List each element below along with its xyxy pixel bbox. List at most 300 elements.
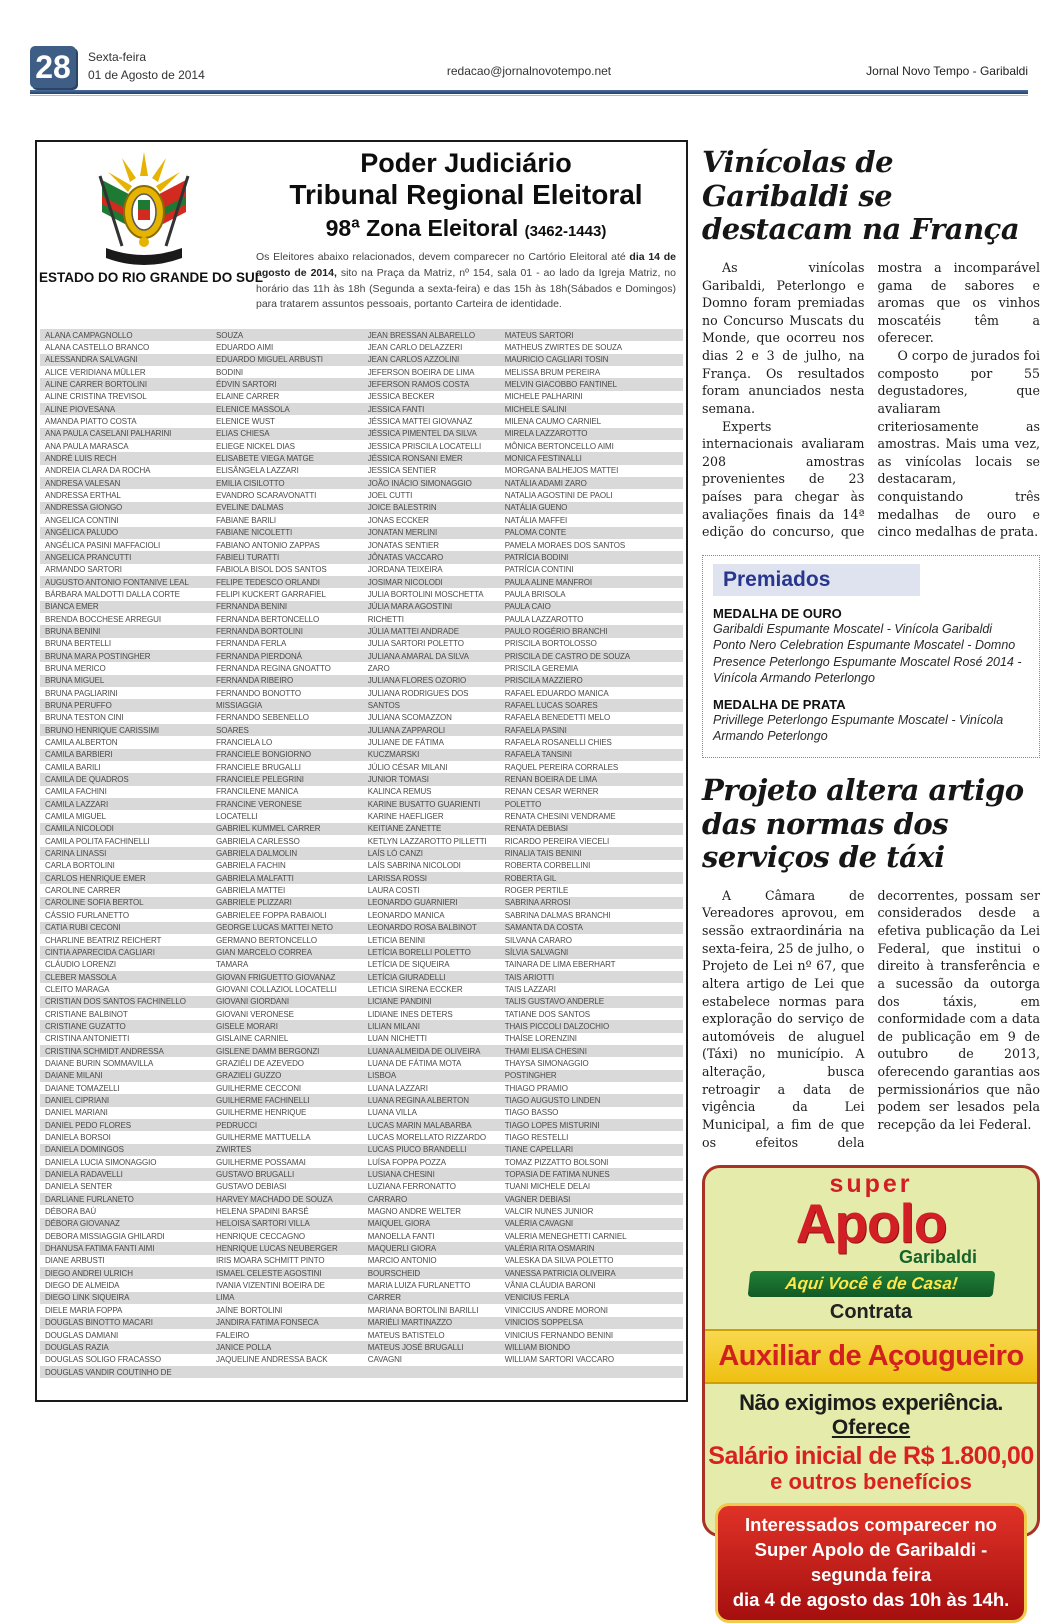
voter-name: RAQUEL PEREIRA CORRALES: [504, 762, 619, 772]
voter-name: EDUARDO MIGUEL ARBUSTI: [216, 355, 323, 365]
voter-name: CARLOS HENRIQUE EMER: [45, 873, 146, 883]
voter-name: DANIEL MARIANI: [45, 1108, 108, 1118]
voter-name: BIANCA EMER: [45, 602, 99, 612]
voter-name: LILIAN MILANI: [367, 1021, 420, 1031]
voter-name: DOUGLAS DAMIANI: [45, 1330, 119, 1340]
silver-medal-title: MEDALHA DE PRATA: [713, 696, 846, 712]
voter-name: BOURSCHEID: [367, 1268, 421, 1278]
voter-row: [40, 1279, 683, 1291]
voter-name: FRANCIELE BONGIORNO: [216, 750, 312, 760]
voter-row: [40, 786, 683, 798]
voter-row: [40, 860, 683, 872]
voter-name: AUGUSTO ANTONIO FONTANIVE LEAL: [45, 577, 189, 587]
voter-name: LEONARDO GUARNIERI: [367, 898, 458, 908]
voter-row: [40, 1144, 683, 1156]
voter-name: KUCZMARSKI: [367, 750, 420, 760]
line-item: Privillege Peterlongo Espumante Moscatel - Vinícola Armando Peterlongo: [713, 712, 1004, 744]
voter-name: GEORGE LUCAS MATTEI NETO: [216, 923, 333, 933]
voter-name: MAURICIO CAGLIARI TOSIN: [504, 355, 609, 365]
voter-name: LETÍCIA BORELLI POLETTO: [367, 947, 471, 957]
voter-row: [40, 465, 683, 477]
voter-name: CÁSSIO FURLANETTO: [45, 910, 129, 920]
voter-name: CINTIA APARECIDA CAGLIARI: [45, 947, 155, 957]
voter-name: FERNANDA BERTONCELLO: [216, 614, 320, 624]
voter-name: JÚLIA MARA AGOSTINI: [367, 602, 453, 612]
voter-name: POSTINGHER: [504, 1071, 557, 1081]
voter-row: [40, 403, 683, 415]
voter-name: DANIEL PEDO FLORES: [45, 1120, 131, 1130]
voter-name: GISELE MORARI: [216, 1021, 278, 1031]
voter-row: [40, 564, 683, 576]
voter-name: JANICE POLLA: [216, 1342, 272, 1352]
voter-name: RICHETTI: [367, 614, 404, 624]
voter-name: DANIELA SENTER: [45, 1182, 113, 1192]
voter-name: DANIELA LUCIA SIMONAGGIO: [45, 1157, 157, 1167]
voter-row: [40, 996, 683, 1008]
voter-row: [40, 452, 683, 464]
voter-name: RENATA CHESINI VENDRAME: [504, 812, 616, 822]
page-header: [30, 46, 1028, 88]
ad-contrata-label: Contrata: [829, 1301, 913, 1324]
header-rule: [30, 90, 1028, 94]
paragraph: O corpo de jurados foi composto por 55 degustadores, que avaliaram criteriosamente as amostras. Mais uma vez, as vinícolas locais se destacaram, conquistando três medalhas de ouro e cinco medalhas de prata.: [877, 348, 1040, 540]
voter-row: [40, 699, 683, 711]
voter-row: [40, 946, 683, 958]
ad-slogan-ribbon: Aqui Você é de Casa!: [747, 1271, 995, 1297]
voter-name: JEAN CARLOS AZZOLINI: [367, 355, 460, 365]
voter-name: TALIS GUSTAVO ANDERLE: [504, 997, 604, 1007]
voter-name: MÔNICA BERTONCELLO AIMI: [504, 441, 614, 451]
voter-row: [40, 749, 683, 761]
voter-name: FELIPE TEDESCO ORLANDI: [216, 577, 320, 587]
voter-name: ALINE CRISTINA TREVISOL: [45, 392, 147, 402]
voter-name: JÚLIA MATTEI ANDRADE: [367, 626, 459, 636]
voter-name: SABRINA DALMAS BRANCHI: [504, 910, 611, 920]
voter-name: TOPASIA DE FATIMA NUNES: [504, 1170, 610, 1180]
voter-name: GIAN MARCELO CORREA: [216, 947, 312, 957]
voter-name: JULIANA RODRIGUES DOS: [367, 688, 469, 698]
voter-name: ARMANDO SARTORI: [45, 565, 122, 575]
voter-name: JÉSSICA PIMENTEL DA SILVA: [367, 429, 477, 439]
voter-name: LUAN NICHETTI: [367, 1034, 427, 1044]
voter-name: HENRIQUE LUCAS NEUBERGER: [216, 1244, 338, 1254]
voter-row: [40, 489, 683, 501]
voter-name: LETÍCIA DE SIQUEIRA: [367, 960, 450, 970]
voter-name: GABRIELE PLIZZARI: [216, 898, 292, 908]
voter-name: PATRÍCIA CONTINI: [504, 565, 574, 575]
voter-name: JULIANE DE FÁTIMA: [367, 738, 444, 748]
voter-row: [40, 1218, 683, 1230]
header-rule-light: [30, 95, 1028, 96]
voter-name: EDUARDO AIMI: [216, 343, 274, 353]
voter-name: HARVEY MACHADO DE SOUZA: [216, 1194, 333, 1204]
voter-name: LAÍS LÓ CANZI: [367, 849, 423, 859]
voter-name: DAIANE MILANI: [45, 1071, 103, 1081]
voter-name: CRISTINA SCHMIDT ANDRESSA: [45, 1046, 164, 1056]
voter-name: JONATAS SENTIER: [367, 540, 439, 550]
voter-name: ANDRESSA ERTHAL: [45, 491, 121, 501]
voter-name: CATIA RUBI CECONI: [45, 923, 121, 933]
state-label: ESTADO DO RIO GRANDE DO SUL: [39, 270, 264, 285]
voter-name: CAMILA POLITA FACHINELLI: [45, 836, 150, 846]
voter-name: ZWIRTES: [216, 1145, 252, 1155]
right-column: [702, 145, 1040, 1611]
voter-row: [40, 440, 683, 452]
voter-name: ALINE CARRER BORTOLINI: [45, 380, 147, 390]
voter-name: FELIPI KUCKERT GARRAFIEL: [216, 589, 326, 599]
voter-name: ANDREIA CLARA DA ROCHA: [45, 466, 151, 476]
premiados-title: Premiados: [713, 564, 920, 596]
voter-name: GUILHERME MATTUELLA: [216, 1133, 311, 1143]
voter-name: SOUZA: [216, 330, 244, 340]
voter-name: DANIELA DOMINGOS: [45, 1145, 124, 1155]
voter-name: VINICIOS SOPPELSA: [504, 1318, 584, 1328]
voter-name: ALINE PIOVESANA: [45, 404, 116, 414]
voter-name: DIEGO ANDREI ULRICH: [45, 1268, 133, 1278]
voter-row: [40, 1255, 683, 1267]
voter-name: GABRIELEE FOPPA RABAIOLI: [216, 910, 327, 920]
voter-name: LARISSA ROSSI: [367, 873, 427, 883]
voter-name: DIELE MARIA FOPPA: [45, 1305, 123, 1315]
voter-name: FERNANDA PIERDONÁ: [216, 651, 302, 661]
voter-row: [40, 909, 683, 921]
voter-name: KEITIANE ZANETTE: [367, 824, 442, 834]
voter-row: [40, 934, 683, 946]
voter-name: CARINA LINASSI: [45, 849, 107, 859]
voter-name: BRUNA MARA POSTINGHER: [45, 651, 151, 661]
voter-name: TIAGO LOPES MISTURINI: [504, 1120, 600, 1130]
voter-name: ROGER PERTILE: [504, 886, 569, 896]
voter-name: EVANDRO SCARAVONATTI: [216, 491, 317, 501]
coat-of-arms-icon: [92, 150, 196, 270]
voter-name: JESSICA FANTI: [367, 404, 425, 414]
coat-of-arms-column: [37, 142, 264, 328]
voter-row: [40, 1329, 683, 1341]
voter-name: LUANA REGINA ALBERTON: [367, 1095, 469, 1105]
voter-name: JEAN CARLO DELAZZERI: [367, 343, 463, 353]
voter-name: GIOVANI COLLAZIOL LOCATELLI: [216, 984, 337, 994]
voter-name: DOUGLAS RAZIA: [45, 1342, 109, 1352]
voter-name: DIEGO LINK SIQUEIRA: [45, 1293, 130, 1303]
voter-name: CLÁUDIO LORENZI: [45, 960, 116, 970]
voter-row: [40, 687, 683, 699]
voter-name: ELIEGE NICKEL DIAS: [216, 441, 295, 451]
voter-name: JAÍNE BORTOLINI: [216, 1305, 283, 1315]
voter-name: ANGÉLICA PASINI MAFFACIOLI: [45, 540, 161, 550]
voter-name: THAYSA SIMONAGGIO: [504, 1058, 589, 1068]
voter-name: MARIÉLI MARTINAZZO: [367, 1318, 453, 1328]
voter-name: ELENICE WUST: [216, 417, 275, 427]
voter-name: MATEUS SARTORI: [504, 330, 574, 340]
voter-name: JULIANA FLORES OZORIO: [367, 676, 467, 686]
voter-row: [40, 959, 683, 971]
voter-name: GABRIELA DALMOLIN: [216, 849, 298, 859]
voter-name: PRISCILA MAZZIERO: [504, 676, 583, 686]
voter-name: JEFERSON BOEIRA DE LIMA: [367, 367, 475, 377]
voter-name: LEONARDO MANICA: [367, 910, 445, 920]
voter-name: CARRARO: [367, 1194, 408, 1204]
voter-name: PALOMA CONTE: [504, 528, 567, 538]
voter-name: TAIS ARIOTTI: [504, 972, 555, 982]
voter-name: JEFERSON RAMOS COSTA: [367, 380, 470, 390]
notice-header: [37, 142, 686, 328]
voter-name: POLETTO: [504, 799, 542, 809]
voter-name: PRISCILA DE CASTRO DE SOUZA: [504, 651, 631, 661]
voter-name: RAFAELA PASINI: [504, 725, 567, 735]
voter-name: LIDIANE INES DETERS: [367, 1009, 453, 1019]
paragraph: As vinícolas Garibaldi, Peterlongo e Domno foram premiadas no Concurso Muscats du Monde, que ocorreu nos dias 2 e 3 de julho, na França. Os resultados foram anunciados nesta semana.: [702, 259, 865, 416]
voter-name: DIANE ARBUSTI: [45, 1256, 105, 1266]
paper-name: Jornal Novo Tempo - Garibaldi: [866, 64, 1028, 78]
voter-name: ELISÂNGELA LAZZARI: [216, 466, 299, 476]
voter-name: VÂNIA CLÁUDIA BARONI: [504, 1281, 596, 1291]
voter-name: JOSIMAR NICOLODI: [367, 577, 443, 587]
silver-medal-items: [713, 712, 1029, 745]
voter-name: FERNANDA REGINA GNOATTO: [216, 663, 331, 673]
voter-name: LUANA DE FÁTIMA MOTA: [367, 1058, 462, 1068]
voter-name: JÚLIO CÉSAR MILANI: [367, 762, 448, 772]
voter-row: [40, 613, 683, 625]
voter-row: [40, 810, 683, 822]
voter-name: FRANCIELA LO: [216, 738, 273, 748]
voter-name: MARIA LUIZA FURLANETTO: [367, 1281, 471, 1291]
voter-name: VAGNER DEBIASI: [504, 1194, 571, 1204]
voter-name: MAGNO ANDRE WELTER: [367, 1207, 461, 1217]
voter-row: [40, 724, 683, 736]
voter-name: CAMILA NICOLODI: [45, 824, 114, 834]
voter-row: [40, 1082, 683, 1094]
voter-name: THAÍSE LORENZINI: [504, 1034, 577, 1044]
voter-name: CAMILA ALBERTON: [45, 738, 118, 748]
voter-name: FALEIRO: [216, 1330, 250, 1340]
voter-name: VINICCIUS ANDRE MORONI: [504, 1305, 608, 1315]
voter-name: ANDRÉ LUIS RECH: [45, 454, 117, 464]
voter-name: DOUGLAS SOLIGO FRACASSO: [45, 1355, 161, 1365]
voter-name: JULIANA ZAPPAROLI: [367, 725, 446, 735]
voter-row: [40, 1230, 683, 1242]
voter-name: MISSIAGGIA: [216, 700, 263, 710]
voter-name: VALERIA MENEGHETTI CARNIEL: [504, 1231, 627, 1241]
ad-cta-box: [715, 1503, 1027, 1623]
redaction-email: redacao@jornalnovotempo.net: [446, 64, 612, 78]
voter-name: LIMA: [216, 1293, 235, 1303]
voter-name: ROBERTA CORBELLINI: [504, 861, 591, 871]
voter-name: ZARO: [367, 663, 390, 673]
voter-name: LUÍSA FOPPA POZZA: [367, 1157, 446, 1167]
voter-name: LUCAS MORELLATO RIZZARDO: [367, 1133, 486, 1143]
line-item: Interessados comparecer no: [745, 1514, 997, 1536]
line-item: Ponto Nero Celebration Espumante Moscatel - Domno: [713, 638, 1016, 653]
ad-benefits: e outros benefícios: [770, 1469, 972, 1495]
voter-row: [40, 1341, 683, 1353]
zona-label: 98ª Zona Eleitoral: [325, 215, 519, 242]
wine-article-title: Vinícolas de Garibaldi se destacam na França: [702, 145, 1020, 247]
voter-name: PATRÍCIA BODINI: [504, 552, 569, 562]
voter-name: TIAGO AUGUSTO LINDEN: [504, 1095, 601, 1105]
voter-name: CRISTIANE GUZATTO: [45, 1021, 126, 1031]
voter-name: FABIELI TURATTI: [216, 552, 280, 562]
taxi-article-body: [702, 887, 1040, 1151]
voter-row: [40, 539, 683, 551]
voter-row: [40, 1020, 683, 1032]
ad-super-label: super: [829, 1170, 913, 1199]
voter-name: CAMILA FACHINI: [45, 787, 107, 797]
intro-pre: Os Eleitores abaixo relacionados, devem comparecer no Cartório Eleitoral até: [256, 251, 630, 264]
voter-name: GABRIEL KUMMEL CARRER: [216, 824, 321, 834]
voter-name: GIOVANI VERONESE: [216, 1009, 294, 1019]
voter-name: VENICIUS FERLA: [504, 1293, 570, 1303]
voter-name: MATHEUS ZWIRTES DE SOUZA: [504, 343, 623, 353]
voter-name: VANESSA PATRICIA OLIVEIRA: [504, 1268, 616, 1278]
voter-name: CRISTINA ANTONIETTI: [45, 1034, 130, 1044]
voter-name: NATÁLIA ADAMI ZARO: [504, 478, 587, 488]
voter-name: ANDRESSA GIONGO: [45, 503, 123, 513]
voter-name: JÉSSICA RONSANI EMER: [367, 454, 463, 464]
voter-name: RAFAELA TANSINI: [504, 750, 572, 760]
voter-name: JOICE BALESTRIN: [367, 503, 437, 513]
voter-name: ANGELICA CONTINI: [45, 515, 119, 525]
voter-row: [40, 1304, 683, 1316]
voter-name: GUILHERME FACHINELLI: [216, 1095, 310, 1105]
voter-row: [40, 415, 683, 427]
voter-name: JÉSSICA MATTEI GIOVANAZ: [367, 417, 473, 427]
voter-name: MIRELA LAZZAROTTO: [504, 429, 588, 439]
voter-row: [40, 1168, 683, 1180]
voter-row: [40, 971, 683, 983]
voter-row: [40, 835, 683, 847]
voter-row: [40, 1119, 683, 1131]
voter-name: BÁRBARA MALDOTTI DALLA CORTE: [45, 589, 180, 599]
notice-title-zona: [256, 215, 676, 242]
voter-row: [40, 366, 683, 378]
voter-name: NATÁLIA MAFFEI: [504, 515, 568, 525]
page-number-badge: 28: [30, 46, 76, 88]
voter-name: ANGELICA PRANCUTTI: [45, 552, 132, 562]
voter-name: LUZIANA FERRONATTO: [367, 1182, 456, 1192]
voter-name: JUNIOR TOMASI: [367, 775, 429, 785]
voter-name: DOUGLAS BINOTTO MACARI: [45, 1318, 153, 1328]
voter-name: ANDRESA VALESAN: [45, 478, 121, 488]
voter-name: TAIS LAZZARI: [504, 984, 556, 994]
line-item: Presence Peterlongo Espumante Moscatel Rosé 2014 - Vinícola Armando Peterlongo: [713, 654, 1022, 686]
voter-row: [40, 650, 683, 662]
voter-name: CAROLINE SOFIA BERTOL: [45, 898, 144, 908]
voter-name: MARIANA BORTOLINI BARILLI: [367, 1305, 479, 1315]
voter-name: GUILHERME CECCONI: [216, 1083, 302, 1093]
voter-name: ANA PAULA CASELANI PALHARINI: [45, 429, 172, 439]
voter-name: BRUNA TESTON CINI: [45, 713, 124, 723]
intro-post: sito na Praça da Matriz, nº 154, sala 01 - ao lado da Igreja Matriz, no horário das 11h às 18h (Segunda a sexta-feira) e das 15h às 18h(Sábados e Domingos) para tratarem assuntos pessoais, portanto Carteira de identidade.: [256, 266, 676, 311]
taxi-article-title: Projeto altera artigo das normas dos serviços de táxi: [702, 772, 1024, 875]
voter-name: GUSTAVO DEBIASI: [216, 1182, 287, 1192]
paragraph: Experts internacionais avaliaram 208 amostras provenientes de 23 países para chegar às avaliações finais da 14ª edição do concurso, que mostra a incomparável gama de sabores e aromas que os vinhos moscatéis têm a oferecer.: [702, 259, 1040, 540]
voter-row: [40, 662, 683, 674]
voter-row: [40, 1193, 683, 1205]
voter-name: GIOVANI GIORDANI: [216, 997, 289, 1007]
voter-name: DEBORA MISSIAGGIA GHILARDI: [45, 1231, 165, 1241]
voter-name: BRUNA MERICO: [45, 663, 106, 673]
voter-row: [40, 1181, 683, 1193]
voter-name: GABRIELA FACHIN: [216, 861, 286, 871]
voter-row: [40, 736, 683, 748]
voter-name: TIAGO BASSO: [504, 1108, 559, 1118]
voter-row: [40, 514, 683, 526]
voter-name: KARINE HAEFLIGER: [367, 812, 444, 822]
electoral-notice-box: [35, 140, 688, 1402]
voter-row: [40, 798, 683, 810]
voter-name: CAMILA LAZZARI: [45, 799, 109, 809]
voter-name: GRAZIELI GUZZO: [216, 1071, 282, 1081]
voter-name: MANOELLA FANTI: [367, 1231, 435, 1241]
voter-row: [40, 477, 683, 489]
voter-name: GERMANO BERTONCELLO: [216, 935, 317, 945]
voter-row: [40, 1070, 683, 1082]
voter-name: ELAINE CARRER: [216, 392, 280, 402]
voter-name: EMILIA CISILOTTO: [216, 478, 285, 488]
voter-name: JOEL CUTTI: [367, 491, 413, 501]
voter-name: MAQUERLI GIORA: [367, 1244, 437, 1254]
voter-name: JESSICA PRISCILA LOCATELLI: [367, 441, 482, 451]
voter-row: [40, 897, 683, 909]
voter-name: BRUNO HENRIQUE CARISSIMI: [45, 725, 160, 735]
voter-name: PAULA CAIO: [504, 602, 551, 612]
voter-name: CRISTIANE BALBINOT: [45, 1009, 128, 1019]
notice-titles: [252, 142, 686, 328]
voter-name: GISLAINE CARNIEL: [216, 1034, 289, 1044]
voter-row: [40, 1366, 683, 1378]
voter-name: ANGÉLICA PALUDO: [45, 528, 119, 538]
voter-name: RENAN BOEIRA DE LIMA: [504, 775, 597, 785]
voter-name: SABRINA ARROSI: [504, 898, 571, 908]
voter-name: BRUNA BENINI: [45, 626, 101, 636]
voter-name: JESSICA SENTIER: [367, 466, 437, 476]
voter-name: SANTOS: [367, 700, 400, 710]
voter-row: [40, 588, 683, 600]
line-item: Super Apolo de Garibaldi - segunda feira: [754, 1539, 988, 1586]
voter-name: CAMILA BARBIERI: [45, 750, 113, 760]
ad-offers-label: Oferece: [831, 1416, 911, 1440]
zona-phone: (3462-1443): [524, 223, 607, 241]
voter-row: [40, 625, 683, 637]
voter-name: DANIELA BORSOI: [45, 1133, 111, 1143]
voter-name: LISBOA: [367, 1071, 397, 1081]
voter-name: THIAGO PRAMIO: [504, 1083, 568, 1093]
voter-name: JOÃO INÁCIO SIMONAGGIO: [367, 478, 472, 488]
voter-row: [40, 341, 683, 353]
voter-name: LEONARDO ROSA BALBINOT: [367, 923, 477, 933]
notice-intro: [256, 250, 676, 313]
voter-name: PAULO ROGÉRIO BRANCHI: [504, 626, 608, 636]
voter-name: FERNANDA BENINI: [216, 602, 287, 612]
voter-row: [40, 378, 683, 390]
voter-row: [40, 1107, 683, 1119]
voter-name: HELENA SPADINI BARSÉ: [216, 1207, 309, 1217]
voter-name: ÉDVIN SARTORI: [216, 380, 277, 390]
voter-name: KALINCA REMUS: [367, 787, 432, 797]
voter-name: LAÍS SABRINA NICOLODI: [367, 861, 461, 871]
voter-name: JULIA BORTOLINI MOSCHETTA: [367, 589, 484, 599]
voter-name: BRUNA BERTELLI: [45, 639, 112, 649]
voter-name: CHARLINE BEATRIZ REICHERT: [45, 935, 162, 945]
voter-name: ALICE VERIDIANA MÜLLER: [45, 367, 146, 377]
weekday-label: Sexta-feira: [88, 50, 147, 64]
voter-name: CAROLINE CARRER: [45, 886, 121, 896]
voter-row: [40, 576, 683, 588]
voter-name: CAMILA DE QUADROS: [45, 775, 129, 785]
voter-row: [40, 551, 683, 563]
voter-name: SOARES: [216, 725, 249, 735]
voter-name: CARLA BORTOLINI: [45, 861, 115, 871]
